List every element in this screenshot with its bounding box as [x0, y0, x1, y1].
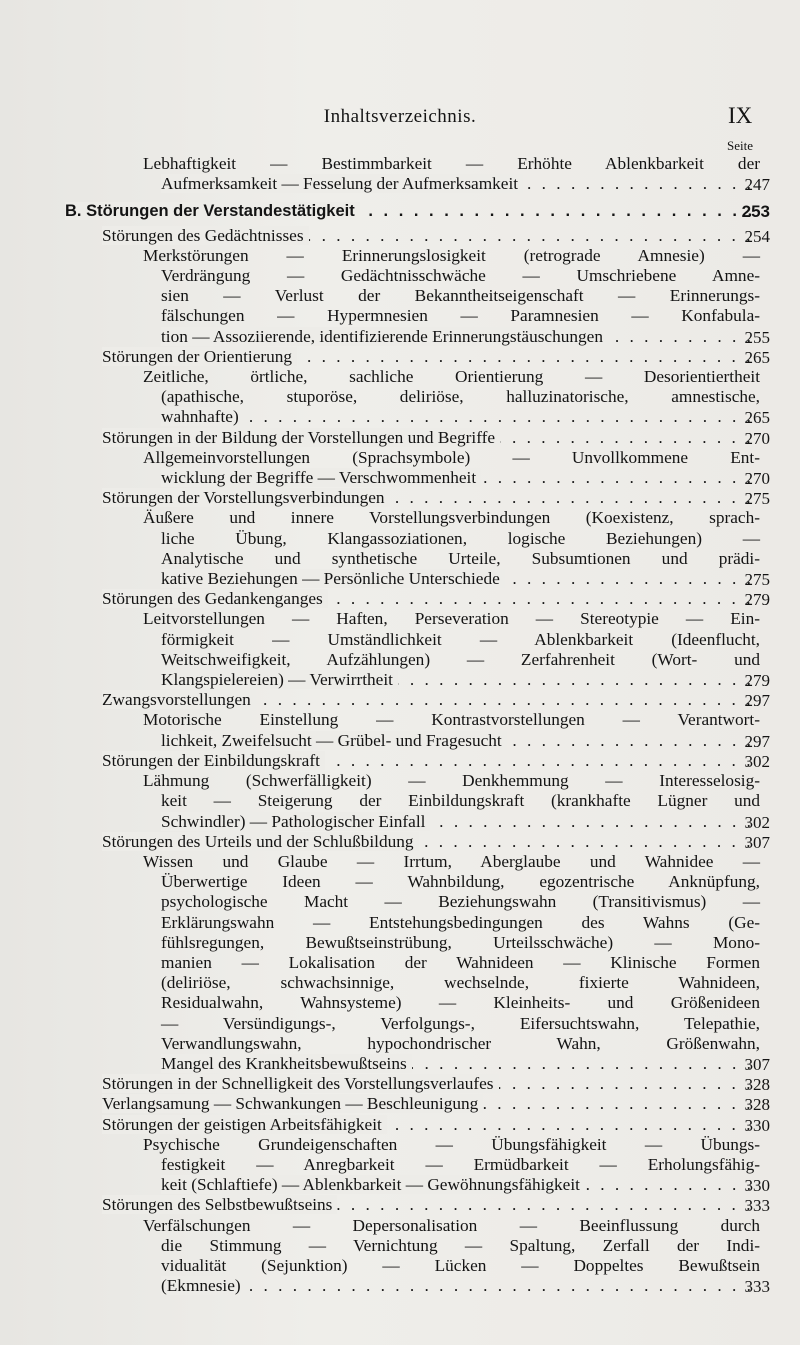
toc-line: Weitschweifigkeit, Aufzählungen) — Zerfahrenheit (Wort- und [161, 649, 760, 669]
toc-page-number: 297 [744, 731, 770, 751]
toc-page-number: 330 [744, 1176, 770, 1196]
toc-line: Aufmerksamkeit — Fesselung der Aufmerksamkeit . . . [143, 174, 760, 194]
toc-line: Verlangsamung — Schwankungen — Beschleunigung . . . [102, 1094, 760, 1114]
toc-subentry [0, 771, 800, 832]
running-head-title: Inhaltsverzeichnis. [323, 106, 477, 127]
toc-line: tion — Assoziierende, identifizierende Erinnerungstäuschungen . . . [143, 327, 760, 347]
toc-line: festigkeit — Anregbarkeit — Ermüdbarkeit — Erholungsfähig- [161, 1154, 760, 1174]
toc-line: Störungen der geistigen Arbeitsfähigkeit . . . [102, 1115, 760, 1135]
toc-subentry [0, 154, 800, 194]
toc-page-number: 275 [744, 489, 770, 509]
toc-page-number: 297 [744, 691, 770, 711]
toc-line: Psychische Grundeigenschaften — Übungsfähigkeit — Übungs- [143, 1134, 760, 1154]
toc-line: Schwindler) — Pathologischer Einfall . . . [143, 812, 760, 832]
toc-line: Mangel des Krankheitsbewußtseins . . . [143, 1054, 760, 1074]
toc-line: Störungen des Selbstbewußtseins . . . [102, 1195, 760, 1215]
toc-chapter-entry [0, 1115, 800, 1135]
toc-line: Lähmung (Schwerfälligkeit) — Denkhemmung — Interesselosig- [143, 771, 760, 791]
toc-line: sien — Verlust der Bekanntheitseigenschaft — Erinnerungs- [161, 286, 760, 306]
toc-line: — Versündigungs-, Verfolgungs-, Eifersuchtswahn, Telepathie, [161, 1013, 760, 1033]
toc-line: Verfälschungen — Depersonalisation — Beeinflussung durch [143, 1215, 760, 1235]
toc-page-number: 247 [744, 175, 770, 195]
toc-line: Störungen des Urteils und der Schlußbildung . . . [102, 832, 760, 852]
toc-subentry [0, 1135, 800, 1196]
toc-line: Überwertige Ideen — Wahnbildung, egozentrische Anknüpfung, [161, 872, 760, 892]
toc-subentry [0, 246, 800, 347]
toc-line: Störungen des Gedankenganges . . . [102, 589, 760, 609]
toc-chapter-entry [0, 690, 800, 710]
toc-line: die Stimmung — Vernichtung — Spaltung, Zerfall der Indi- [161, 1235, 760, 1255]
toc-page-number: 265 [744, 347, 770, 367]
page-column-label: Seite [727, 138, 753, 153]
toc-line: Lebhaftigkeit — Bestimmbarkeit — Erhöhte Ablenkbarkeit der [143, 154, 760, 173]
toc-line: Äußere und innere Vorstellungsverbindungen (Koexistenz, sprach- [143, 508, 760, 528]
toc-line: Störungen der Vorstellungsverbindungen . . . [102, 488, 760, 508]
toc-chapter-entry [0, 1195, 800, 1215]
toc-subentry [0, 448, 800, 488]
toc-line: Klangspielereien) — Verwirrtheit . . . [143, 670, 760, 690]
toc-page-number: 307 [744, 832, 770, 852]
toc-subentry [0, 609, 800, 690]
toc-chapter-entry [0, 226, 800, 246]
toc-page-number: 328 [744, 1095, 770, 1115]
toc-page-number: 253 [741, 202, 770, 222]
toc-page-number: 330 [744, 1115, 770, 1135]
toc-line: Verwandlungswahn, hypochondrischer Wahn, Größenwahn, [161, 1033, 760, 1053]
toc-page-number: 328 [744, 1075, 770, 1095]
toc-page-number: 270 [744, 428, 770, 448]
toc-line: (apathische, stuporöse, deliriöse, halluzinatorische, amnestische, [161, 387, 760, 407]
toc-line: Residualwahn, Wahnsysteme) — Kleinheits- und Größenideen [161, 993, 760, 1013]
toc-line: liche Übung, Klangassoziationen, logische Beziehungen) — [161, 528, 760, 548]
toc-line: psychologische Macht — Beziehungswahn (Transitivismus) — [161, 892, 760, 912]
toc-line: fälschungen — Hypermnesien — Paramnesien — Konfabula- [161, 306, 760, 326]
toc-page-number: 279 [744, 671, 770, 691]
toc-line: (Ekmnesie) . . . [143, 1276, 760, 1296]
toc-line: keit (Schlaftiefe) — Ablenkbarkeit — Gewöhnungsfähigkeit . . . [143, 1175, 760, 1195]
toc-line: Störungen der Einbildungskraft . . . [102, 751, 760, 771]
toc-line: Störungen des Gedächtnisses . . . [102, 226, 760, 246]
toc-chapter-entry [0, 488, 800, 508]
toc-chapter-entry [0, 428, 800, 448]
toc-line: lichkeit, Zweifelsucht — Grübel- und Fragesucht . . . [143, 731, 760, 751]
toc-page-number: 275 [744, 570, 770, 590]
toc-line: Wissen und Glaube — Irrtum, Aberglaube und Wahnidee — [143, 851, 760, 871]
toc-page-number: 333 [744, 1277, 770, 1297]
toc-chapter-entry [0, 589, 800, 609]
toc-page-number: 333 [744, 1196, 770, 1216]
toc-line: wahnhafte) . . . [143, 407, 760, 427]
toc-line: keit — Steigerung der Einbildungskraft (krankhafte Lügner und [161, 791, 760, 811]
toc-line: Erklärungswahn — Entstehungsbedingungen des Wahns (Ge- [161, 912, 760, 932]
toc-line: Analytische und synthetische Urteile, Subsumtionen und prädi- [161, 548, 760, 568]
toc-page-number: 270 [744, 469, 770, 489]
toc-subentry [0, 508, 800, 589]
page-number: IX [728, 103, 753, 128]
toc-line: fühlsregungen, Bewußtseinstrübung, Urteilsschwäche) — Mono- [161, 932, 760, 952]
toc-page-number: 255 [744, 327, 770, 347]
toc-page-number: 307 [744, 1054, 770, 1074]
toc-line: Merkstörungen — Erinnerungslosigkeit (retrograde Amnesie) — [143, 245, 760, 265]
toc-chapter-entry [0, 751, 800, 771]
toc-line: B. Störungen der Verstandestätigkeit . . . [65, 201, 760, 221]
toc-line: Störungen der Orientierung . . . [102, 347, 760, 367]
toc-subentry [0, 710, 800, 750]
toc-subentry [0, 852, 800, 1074]
toc-line: manien — Lokalisation der Wahnideen — Klinische Formen [161, 952, 760, 972]
toc-subentry [0, 367, 800, 428]
toc-line: förmigkeit — Umständlichkeit — Ablenkbarkeit (Ideenflucht, [161, 629, 760, 649]
toc-page-number: 254 [744, 226, 770, 246]
toc-chapter-entry [0, 1074, 800, 1094]
toc-line: wicklung der Begriffe — Verschwommenheit . . . [143, 468, 760, 488]
toc-page-number: 265 [744, 408, 770, 428]
toc-line: Allgemeinvorstellungen (Sprachsymbole) — Unvollkommene Ent- [143, 447, 760, 467]
toc-page-number: 279 [744, 590, 770, 610]
toc-chapter-entry [0, 832, 800, 852]
toc-page-number: 302 [744, 812, 770, 832]
toc-line: kative Beziehungen — Persönliche Unterschiede . . . [143, 569, 760, 589]
toc-line: (deliriöse, schwachsinnige, wechselnde, fixierte Wahnideen, [161, 973, 760, 993]
toc-line: Zeitliche, örtliche, sachliche Orientierung — Desorientiertheit [143, 367, 760, 387]
toc-section-heading [0, 201, 800, 221]
section-gap [0, 194, 800, 201]
toc-line: Leitvorstellungen — Haften, Perseveration — Stereotypie — Ein- [143, 609, 760, 629]
toc-line: Zwangsvorstellungen . . . [102, 690, 760, 710]
toc-page-number: 302 [744, 751, 770, 771]
toc-line: vidualität (Sejunktion) — Lücken — Doppeltes Bewußtsein [161, 1255, 760, 1275]
table-of-contents [0, 154, 800, 1296]
toc-subentry [0, 1094, 800, 1114]
toc-line: Verdrängung — Gedächtnisschwäche — Umschriebene Amne- [161, 266, 760, 286]
toc-subentry [0, 1216, 800, 1297]
toc-chapter-entry [0, 347, 800, 367]
toc-line: Motorische Einstellung — Kontrastvorstellungen — Verantwort- [143, 710, 760, 730]
toc-line: Störungen in der Bildung der Vorstellungen und Begriffe . . . [102, 428, 760, 448]
toc-line: Störungen in der Schnelligkeit des Vorstellungsverlaufes . . . [102, 1074, 760, 1094]
